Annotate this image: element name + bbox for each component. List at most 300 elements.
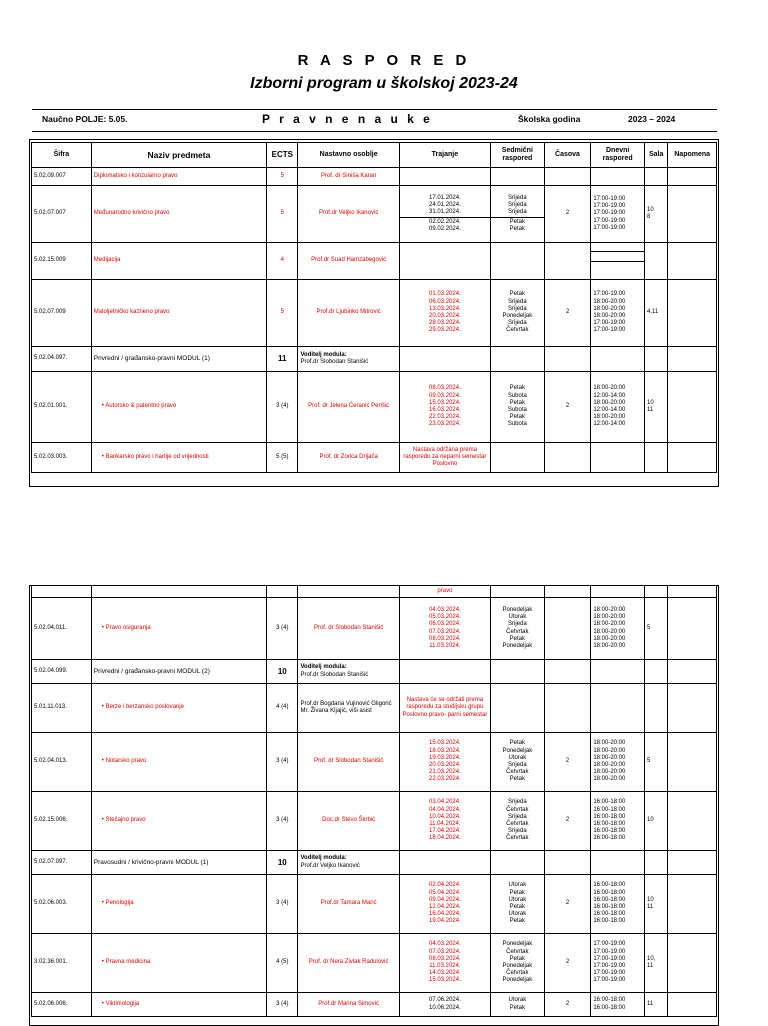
- time-line: 18:00-20:00: [593, 606, 626, 613]
- header-top-rule: [32, 109, 717, 110]
- date-line: 07.03.2024.: [429, 948, 461, 955]
- course-weekdays: [491, 347, 545, 372]
- table-row: [32, 875, 717, 934]
- course-note: [668, 186, 717, 243]
- course-note: [668, 443, 717, 473]
- course-hours: 2: [544, 372, 591, 443]
- course-dates: [399, 186, 490, 243]
- course-code: 5.02.04.013.: [32, 733, 92, 792]
- course-dates: [399, 347, 490, 372]
- course-name: [91, 443, 266, 473]
- course-name: Diplomatsko i konzularno pravo: [91, 168, 266, 186]
- weekday-line: Ponedeljak: [502, 606, 533, 613]
- time-line: 18:00-20:00: [593, 628, 626, 635]
- date-line: 11.03.2024.: [429, 963, 461, 969]
- course-dates: [399, 443, 490, 473]
- date-line: 10.06.2024.: [429, 1004, 461, 1011]
- room-line: 8: [647, 214, 651, 220]
- course-daily: [591, 347, 645, 372]
- weekday-line: Petak: [509, 904, 526, 910]
- table-row: [32, 660, 717, 684]
- date-line: 08.03.2024.: [429, 385, 461, 392]
- time-line: 18:00-20:00: [593, 414, 626, 421]
- time-line: 17:00-19:00: [593, 203, 626, 210]
- course-note: [668, 733, 717, 792]
- course-weekdays: [491, 598, 545, 660]
- course-staff: Prof.dr Marina Simović: [298, 993, 399, 1017]
- col-dnevni: Dnevni raspored: [591, 143, 645, 168]
- time-line: 18:00-20:00: [593, 747, 626, 754]
- weekday-line: Četvrtak: [506, 821, 529, 827]
- course-room: [645, 993, 668, 1017]
- weekday-line: Subota: [507, 421, 527, 428]
- course-room: [645, 372, 668, 443]
- module-leader-label: Voditelj modula:: [300, 664, 347, 671]
- time-line: 17:00-19:00: [593, 963, 626, 969]
- date-line: 23.03.2024.: [429, 421, 461, 428]
- time-line: 16:00-18:00: [593, 918, 626, 925]
- course-daily: [591, 733, 645, 792]
- time-line: 16:00-18:00: [593, 997, 626, 1004]
- course-weekdays: [491, 875, 545, 934]
- course-code: 5.02.07.097.: [32, 851, 92, 875]
- course-staff: Prof.dr Suad Hamzabegović: [298, 243, 399, 280]
- course-hours: 2: [544, 875, 591, 934]
- table-row: [32, 168, 717, 186]
- course-ects: 3 (4): [267, 733, 298, 792]
- time-line: 18:00-20:00: [593, 769, 626, 776]
- date-line: 20.03.2024.: [429, 313, 461, 319]
- course-hours: [544, 598, 591, 660]
- table-row: [32, 443, 717, 473]
- weekday-block: [491, 194, 544, 219]
- year-value: 2023 – 2024: [628, 114, 676, 124]
- course-ects: 5 (5): [267, 443, 298, 473]
- time-line: 16:00-18:00: [593, 1004, 626, 1011]
- weekday-line: Utorak: [508, 882, 527, 889]
- col-sedmicni: Sedmični raspored: [491, 143, 545, 168]
- table-row: [32, 733, 717, 792]
- course-daily: [591, 372, 645, 443]
- course-dates: [399, 684, 490, 733]
- weekday-line: Ponedeljak: [502, 941, 533, 948]
- course-daily: [591, 792, 645, 851]
- weekday-line: Petak: [509, 226, 526, 233]
- room-line: 10,: [647, 955, 656, 962]
- time-line: 18:00-20:00: [593, 614, 626, 621]
- time-line: 12:00-14:00: [593, 421, 626, 428]
- course-staff: Prof.dr Ljubinko Mitrović: [298, 280, 399, 347]
- weekday-line: Četvrtak: [506, 970, 529, 977]
- course-name-text: • Autorsko & patentno pravo: [102, 403, 176, 409]
- course-ects: 5: [267, 280, 298, 347]
- dates-block: [400, 218, 490, 234]
- course-name: [91, 993, 266, 1017]
- weekday-line: Ponedeljak: [502, 313, 533, 319]
- date-line: 13.03.2024.: [429, 305, 461, 312]
- time-line: 17:00-19:00: [593, 977, 626, 984]
- course-name: [91, 733, 266, 792]
- col-naziv: Naziv predmeta: [91, 143, 266, 168]
- course-staff: Prof.dr Tamara Marić: [298, 875, 399, 934]
- col-sifra: Šifra: [32, 143, 92, 168]
- weekday-line: Četvrtak: [506, 806, 529, 813]
- course-weekdays: [491, 186, 545, 243]
- weekday-line: Petak: [509, 635, 526, 642]
- course-hours: 2: [544, 993, 591, 1017]
- time-line: 16:00-18:00: [593, 806, 626, 813]
- time-line: 18:00-20:00: [593, 621, 626, 628]
- staff-line: Prof.dr Bogdana Vujinović Gligorić: [300, 700, 392, 707]
- date-line: 21.03.2024.: [429, 769, 461, 776]
- course-dates: [399, 660, 490, 684]
- weekday-line: Srijeda: [508, 762, 527, 768]
- weekday-line: Petak: [509, 385, 526, 392]
- course-name: Međunarodno krivično pravo: [91, 186, 266, 243]
- time-line: 16:00-18:00: [593, 799, 626, 806]
- date-line: 05.03.2024.: [429, 614, 461, 621]
- course-weekdays: [491, 660, 545, 684]
- course-code: 5.02.04.011.: [32, 598, 92, 660]
- time-line: 18:00-20:00: [593, 754, 626, 761]
- col-osoblje: Nastavno osoblje: [298, 143, 399, 168]
- room-line: 11: [647, 407, 654, 413]
- course-weekdays: [491, 993, 545, 1017]
- course-hours: 2: [544, 733, 591, 792]
- date-line: 28.03.2024.: [429, 320, 461, 327]
- course-room: [645, 684, 668, 733]
- date-line: Nastava će se održati prema rasporedu za studijsku grupu Poslovno pravo- parni semestar: [402, 697, 488, 718]
- course-dates: [399, 280, 490, 347]
- course-room: [645, 347, 668, 372]
- course-hours: [544, 851, 591, 875]
- course-weekdays: [491, 372, 545, 443]
- weekday-block: [491, 218, 544, 234]
- course-code: 5.02.09.007: [32, 168, 92, 186]
- time-line: 16:00-18:00: [593, 904, 626, 910]
- course-daily: [591, 598, 645, 660]
- table-row: [32, 280, 717, 347]
- time-line: 18:00-20:00: [593, 385, 626, 392]
- course-ects: 3 (4): [267, 372, 298, 443]
- course-daily: [591, 934, 645, 993]
- time-line: 17:00-19:00: [593, 327, 626, 334]
- room-line: 11: [647, 1000, 654, 1007]
- course-weekdays: [491, 243, 545, 280]
- course-dates: [399, 372, 490, 443]
- course-daily: [591, 684, 645, 733]
- course-daily: [591, 875, 645, 934]
- course-ects: 4 (5): [267, 934, 298, 993]
- date-line: 22.03.2024.: [429, 776, 461, 783]
- course-name: [91, 792, 266, 851]
- course-staff: [298, 684, 399, 733]
- time-line: 17:00-19:00: [593, 196, 626, 203]
- course-dates: [399, 875, 490, 934]
- course-daily: [591, 993, 645, 1017]
- course-daily: [591, 280, 645, 347]
- date-line: 15.03.2024.: [429, 740, 461, 747]
- weekday-line: Srijeda: [508, 194, 527, 201]
- date-line: 04.03.2024.: [429, 606, 461, 613]
- course-staff: [298, 347, 399, 372]
- course-hours: [544, 660, 591, 684]
- empty-slot: [591, 261, 644, 271]
- course-dates: [399, 168, 490, 186]
- weekday-line: Srijeda: [508, 201, 527, 208]
- course-name-text: • Pravna medicina: [102, 959, 150, 965]
- course-note: [668, 280, 717, 347]
- weekday-line: Četvrtak: [506, 769, 529, 776]
- date-line: 19.04.2024.: [429, 918, 461, 925]
- course-code: 5.02.04.099.: [32, 660, 92, 684]
- course-hours: [544, 684, 591, 733]
- weekday-line: Utorak: [508, 896, 527, 903]
- course-code: 5.02.06.006.: [32, 993, 92, 1017]
- course-daily: [591, 243, 645, 280]
- course-ects: 3 (4): [267, 875, 298, 934]
- course-ects: 11: [267, 347, 298, 372]
- time-line: 16:00-18:00: [593, 835, 626, 842]
- course-note: [668, 598, 717, 660]
- course-ects: 10: [267, 660, 298, 684]
- date-line: 16.04.2024.: [429, 911, 461, 918]
- course-ects: 5: [267, 168, 298, 186]
- course-staff: Prof. dr Zorica Drljača: [298, 443, 399, 473]
- time-line: 18:00-20:00: [593, 305, 626, 312]
- table-row: [32, 792, 717, 851]
- weekday-line: Petak: [509, 740, 526, 747]
- course-room: [645, 851, 668, 875]
- course-weekdays: [491, 733, 545, 792]
- schedule-table-page1: [31, 142, 717, 473]
- weekday-line: Petak: [509, 219, 526, 226]
- course-room: [645, 243, 668, 280]
- course-name-text: • Berze i berzansko poslovanje: [102, 704, 184, 710]
- date-line: 29.03.2024.: [429, 327, 461, 334]
- date-line: 06.03.2024.: [429, 298, 461, 305]
- course-note: [668, 660, 717, 684]
- course-note: [668, 347, 717, 372]
- room-line: 5: [647, 758, 651, 765]
- year-label: Školska godina: [518, 114, 581, 124]
- weekday-line: Subota: [507, 407, 527, 413]
- weekday-line: Srijeda: [508, 208, 527, 215]
- date-line: 01.03.2024.: [429, 291, 461, 298]
- course-hours: 2: [544, 792, 591, 851]
- course-staff: Prof. dr Slobodan Stanišić: [298, 733, 399, 792]
- course-note: [668, 993, 717, 1017]
- time-line: 17:00-19:00: [593, 210, 626, 217]
- table-row: [32, 993, 717, 1017]
- weekday-line: Ponedeljak: [502, 977, 533, 984]
- course-note: [668, 934, 717, 993]
- room-line: 11: [647, 904, 654, 910]
- weekday-line: Četvrtak: [506, 948, 529, 955]
- date-line: 04.03.2024.: [429, 941, 461, 948]
- room-line: 10: [647, 399, 654, 406]
- course-name-text: • Pravo osiguranja: [102, 625, 151, 631]
- course-daily: [591, 168, 645, 186]
- weekday-line: Četvrtak: [506, 628, 529, 635]
- module-leader-name: Prof.dr Slobodan Stanišić: [300, 359, 369, 365]
- time-line: 12:00-14:00: [593, 407, 626, 413]
- weekday-line: Srijeda: [508, 298, 527, 305]
- table-header-row: [32, 143, 717, 168]
- time-line: 16:00-18:00: [593, 896, 626, 903]
- course-room: [645, 443, 668, 473]
- date-line: 17.04.2024.: [429, 828, 461, 835]
- time-line: 18:00-20:00: [593, 298, 626, 305]
- course-hours: [544, 243, 591, 280]
- course-ects: 3 (4): [267, 993, 298, 1017]
- course-dates: [399, 993, 490, 1017]
- table-row: [32, 186, 717, 243]
- course-name-text: • Viktimologija: [102, 1001, 139, 1007]
- course-room: [645, 168, 668, 186]
- course-hours: [544, 443, 591, 473]
- date-line: 24.01.2024.: [429, 201, 461, 208]
- date-line: 08.03.2024.: [429, 635, 461, 642]
- carry-over-text: pravo: [399, 586, 490, 598]
- course-ects: 3 (4): [267, 792, 298, 851]
- course-name: [91, 372, 266, 443]
- course-name: Pravosudni / krivično-pravni MODUL (1): [91, 851, 266, 875]
- table-row: [32, 586, 717, 598]
- course-daily: [591, 660, 645, 684]
- date-line: 11.03.2024.: [429, 642, 461, 649]
- date-line: 09.02.2024.: [429, 226, 461, 233]
- course-dates: [399, 598, 490, 660]
- room-line: 10: [647, 817, 654, 824]
- course-weekdays: [491, 792, 545, 851]
- course-hours: 2: [544, 186, 591, 243]
- time-line: 18:00-20:00: [593, 762, 626, 768]
- course-weekdays: [491, 684, 545, 733]
- course-code: 5.02.04.097.: [32, 347, 92, 372]
- date-line: 31.01.2024.: [429, 208, 461, 215]
- module-leader-name: Prof.dr Slobodan Stanišić: [300, 671, 369, 678]
- weekday-line: Petak: [509, 291, 526, 298]
- time-line: 17:00-19:00: [593, 217, 626, 224]
- course-dates: [399, 792, 490, 851]
- course-name-text: • Notarsko pravo: [102, 758, 146, 764]
- course-weekdays: [491, 851, 545, 875]
- course-weekdays: [491, 280, 545, 347]
- col-casova: Časova: [544, 143, 591, 168]
- weekday-line: Utorak: [508, 754, 527, 761]
- course-code: 5.02.07.009: [32, 280, 92, 347]
- date-line: 08.03.2024.: [429, 955, 461, 962]
- course-code: 5.02.15.006.: [32, 792, 92, 851]
- date-line: 19.03.2024.: [429, 754, 461, 761]
- course-note: [668, 243, 717, 280]
- course-name: [91, 875, 266, 934]
- course-name-text: • Bankarsko pravo i hartije od vrijednosti: [102, 454, 209, 460]
- area-label: P r a v n e n a u k e: [262, 112, 433, 126]
- course-name: [91, 598, 266, 660]
- weekday-line: Utorak: [508, 911, 527, 918]
- weekday-line: Ponedeljak: [502, 963, 533, 969]
- time-line: 17:00-19:00: [593, 224, 626, 231]
- course-dates: [399, 733, 490, 792]
- col-ects: ECTS: [267, 143, 298, 168]
- table-row: [32, 243, 717, 280]
- module-leader-label: Voditelj modula:: [300, 351, 347, 358]
- course-note: [668, 875, 717, 934]
- course-dates: [399, 243, 490, 280]
- date-line: 17.01.2024.: [429, 194, 461, 201]
- col-sala: Sala: [645, 143, 668, 168]
- course-staff: Doc.dr Stevo Škrbić: [298, 792, 399, 851]
- room-line: 10: [647, 206, 654, 213]
- weekday-line: Srijeda: [508, 799, 527, 806]
- course-note: [668, 851, 717, 875]
- course-ects: 4: [267, 243, 298, 280]
- weekday-line: Subota: [507, 392, 527, 399]
- course-staff: Prof. dr Slobodan Stanišić: [298, 598, 399, 660]
- room-line: 10: [647, 896, 654, 903]
- time-line: 18:00-20:00: [593, 635, 626, 642]
- weekday-line: Petak: [509, 414, 526, 421]
- course-staff: Prof. dr Siniša Karan: [298, 168, 399, 186]
- course-note: [668, 372, 717, 443]
- time-line: 17:00-19:00: [593, 320, 626, 327]
- table-row: [32, 851, 717, 875]
- date-line: 04.04.2024.: [429, 806, 461, 813]
- course-staff: Prof.dr Veljko Ikanović: [298, 186, 399, 243]
- time-line: 17:00-19:00: [593, 970, 626, 977]
- time-line: 12:00-14:00: [593, 392, 626, 399]
- course-name: [91, 684, 266, 733]
- date-line: 22.03.2024.: [429, 414, 461, 421]
- time-line: 16:00-18:00: [593, 821, 626, 827]
- room-line: 5: [647, 624, 651, 631]
- course-dates: [399, 934, 490, 993]
- weekday-line: Utorak: [508, 997, 527, 1004]
- date-line: 05.04.2024.: [429, 889, 461, 896]
- date-line: 11.04.2024.: [429, 821, 461, 827]
- date-line: Nastava održana prema rasporedu za neparni semestar Poslovno: [403, 446, 487, 468]
- table-row: [32, 934, 717, 993]
- course-staff: Prof. dr Jelena Ćeranić Perišić: [298, 372, 399, 443]
- course-note: [668, 684, 717, 733]
- table-row: [32, 684, 717, 733]
- weekday-line: Petak: [509, 918, 526, 925]
- date-line: 12.04.2024.: [429, 904, 461, 910]
- course-name: Privredni / građansko-pravni MODUL (1): [91, 347, 266, 372]
- weekday-line: Srijeda: [508, 621, 527, 628]
- table-row: [32, 347, 717, 372]
- page-subtitle: Izborni program u školskoj 2023-24: [250, 75, 518, 92]
- staff-line: Mr. Živana Kljajić, viši asist: [300, 708, 372, 714]
- course-note: [668, 168, 717, 186]
- course-weekdays: [491, 168, 545, 186]
- date-line: 18.03.2024.: [429, 747, 461, 754]
- time-line: 18:00-20:00: [593, 776, 626, 783]
- weekday-line: Četvrtak: [506, 327, 529, 334]
- module-leader-name: Prof.dr Veljko Ikanović: [300, 862, 360, 869]
- course-weekdays: [491, 443, 545, 473]
- date-line: 15.03.2024.: [429, 399, 461, 406]
- course-ects: 10: [267, 851, 298, 875]
- course-note: [668, 792, 717, 851]
- time-line: 17:00-19:00: [593, 291, 626, 298]
- header-bottom-rule: [32, 131, 717, 132]
- date-line: 20.03.2024.: [429, 762, 461, 768]
- col-napomena: Napomena: [668, 143, 717, 168]
- course-hours: [544, 168, 591, 186]
